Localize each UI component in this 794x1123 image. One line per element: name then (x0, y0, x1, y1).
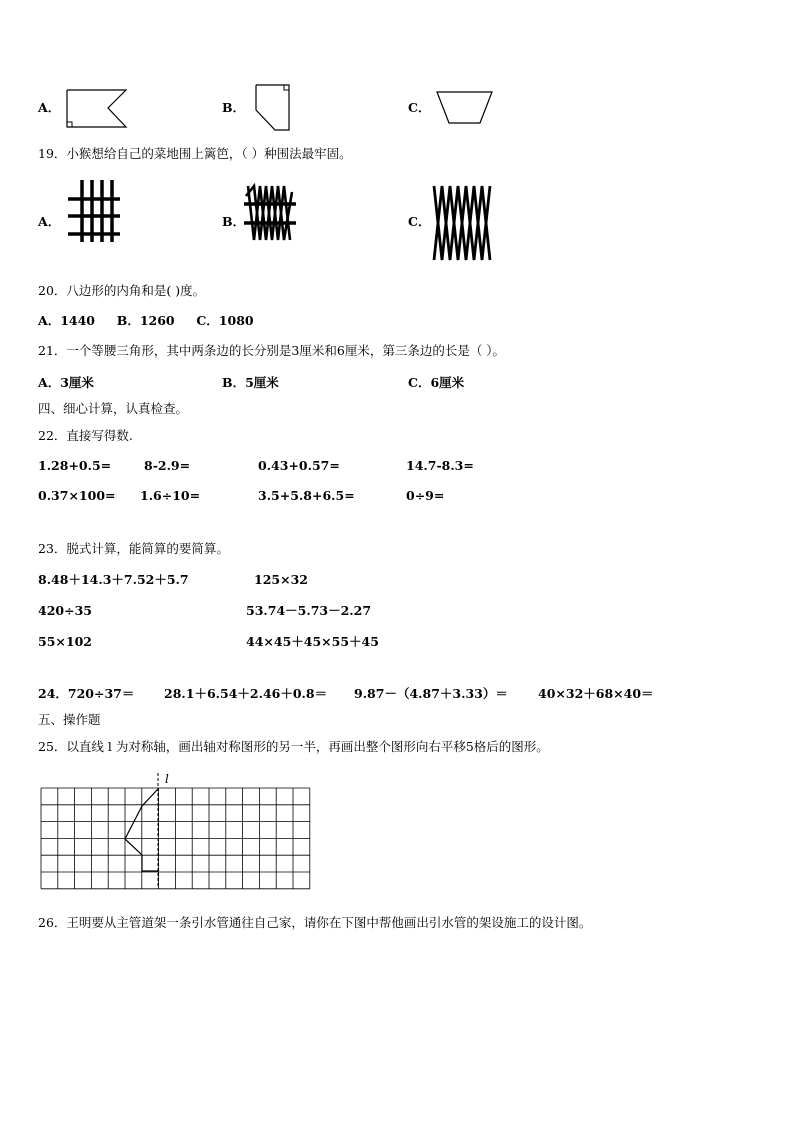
q22-item: 1.28+0.5= (38, 458, 112, 473)
q22-item: 0÷9= (406, 488, 445, 503)
q24-item: 24．720÷37＝ (38, 686, 135, 701)
q21-stem: 21．一个等腰三角形，其中两条边的长分别是3厘米和6厘米，第三条边的长是（ ）。 (38, 343, 506, 358)
q24-item: 9.87－（4.87＋3.33）＝ (354, 686, 508, 701)
q21-option-c: C．6厘米 (408, 375, 465, 390)
q23-item: 55×102 (38, 634, 92, 649)
q18-option-a-label: A． (38, 100, 61, 115)
q20-options: A．1440 B．1260 C．1080 (38, 313, 254, 328)
q20-stem: 20．八边形的内角和是( )度。 (38, 283, 206, 298)
q22-item: 0.37×100= (38, 488, 116, 503)
q19-stem: 19．小猴想给自己的菜地围上篱笆，（ ）种围法最牢固。 (38, 146, 352, 161)
q18-option-c-label: C． (408, 100, 431, 115)
q19-fence-a (64, 178, 124, 244)
q25-grid-figure (40, 773, 312, 891)
q22-item: 8-2.9= (144, 458, 191, 473)
q18-shape-b (250, 82, 296, 134)
q19-option-b-label: B． (222, 214, 246, 229)
q19-option-c-label: C． (408, 214, 431, 229)
q23-item: 44×45＋45×55＋45 (246, 634, 379, 649)
q22-item: 3.5+5.8+6.5= (258, 488, 355, 503)
q23-item: 420÷35 (38, 603, 92, 618)
q19-fence-c (430, 182, 494, 264)
q21-option-b: B．5厘米 (222, 375, 279, 390)
q18-shape-c (434, 88, 496, 128)
section-5-heading: 五、操作题 (38, 712, 101, 727)
q23-stem: 23．脱式计算，能简算的要简算。 (38, 541, 229, 556)
section-4-heading: 四、细心计算，认真检查。 (38, 401, 189, 416)
q18-option-b-label: B． (222, 100, 246, 115)
q22-item: 14.7-8.3= (406, 458, 474, 473)
q23-item: 125×32 (254, 572, 308, 587)
q23-item: 53.74－5.73－2.27 (246, 603, 372, 618)
q24-item: 40×32＋68×40＝ (538, 686, 654, 701)
axis-label: l (165, 772, 169, 786)
q22-stem: 22．直接写得数. (38, 428, 133, 443)
q22-item: 1.6÷10= (140, 488, 201, 503)
q19-fence-b (242, 182, 298, 246)
q22-item: 0.43+0.57= (258, 458, 340, 473)
q21-option-a: A．3厘米 (38, 375, 94, 390)
q18-shape-a (62, 86, 130, 132)
q25-stem: 25．以直线 l 为对称轴，画出轴对称图形的另一半，再画出整个图形向右平移5格后的图形。 (38, 739, 549, 754)
q26-stem: 26．王明要从主管道架一条引水管通往自己家，请你在下图中帮他画出引水管的架设施工的设计图。 (38, 915, 592, 930)
q24-item: 28.1＋6.54＋2.46＋0.8＝ (164, 686, 328, 701)
q19-option-a-label: A． (38, 214, 61, 229)
q23-item: 8.48＋14.3＋7.52＋5.7 (38, 572, 189, 587)
